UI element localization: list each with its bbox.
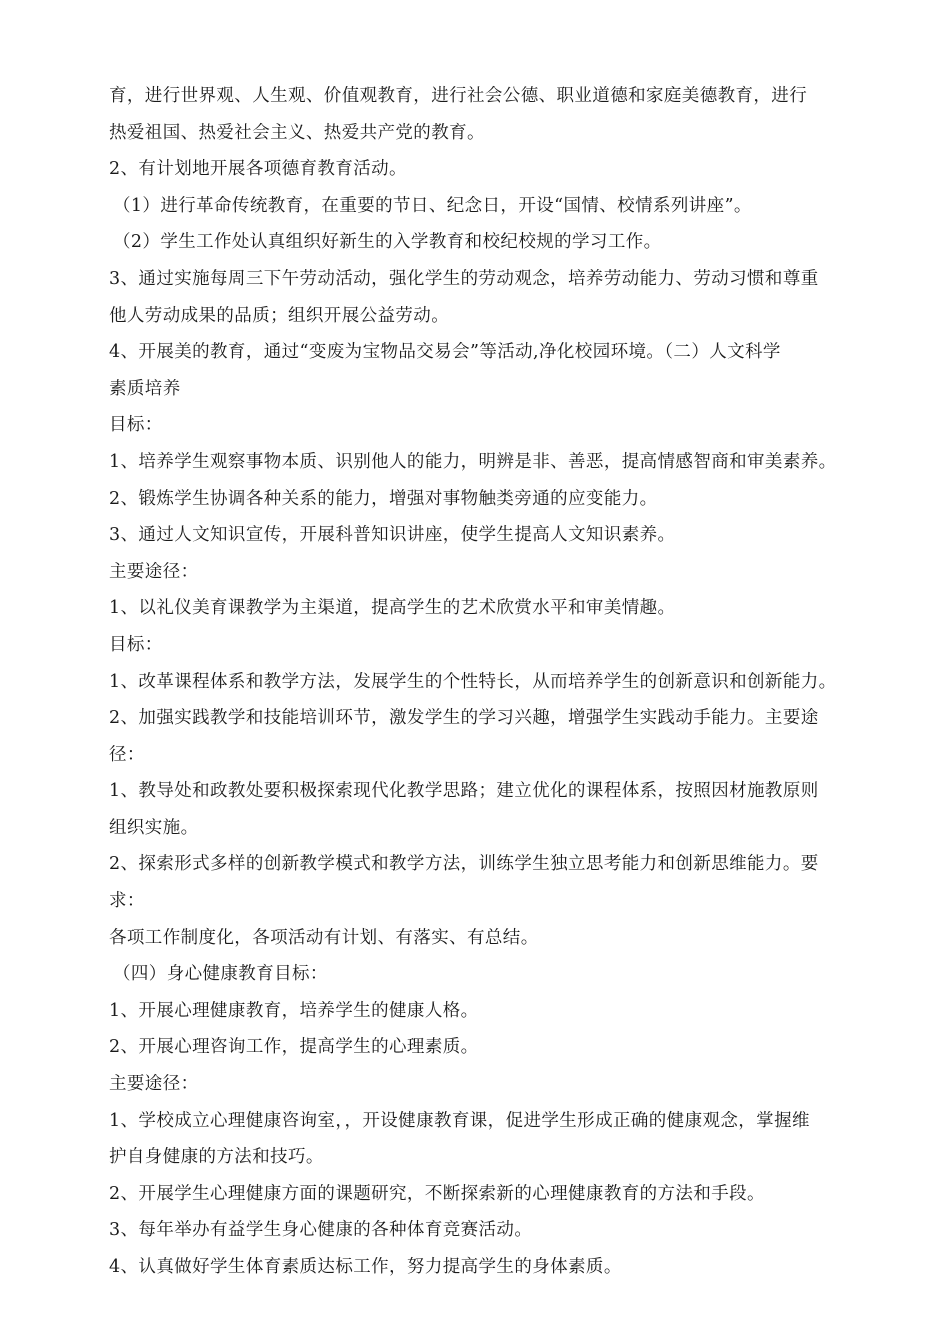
text-line: 目标： [109,415,163,436]
text-line: 主要途径： [109,561,199,582]
text-line: 1、改革课程体系和教学方法，发展学生的个性特长，从而培养学生的创新意识和创新能力。 [109,671,837,692]
text-line: 他人劳动成果的品质；组织开展公益劳动。 [109,305,450,326]
text-line: 4、开展美的教育，通过“变废为宝物品交易会”等活动,净化校园环境。（二）人文科学 [109,342,781,363]
text-line: 目标： [109,634,163,655]
text-line: 素质培养 [109,378,181,399]
text-line: 径： [109,744,145,765]
text-line: 1、开展心理健康教育，培养学生的健康人格。 [109,1000,479,1021]
text-line: 3、通过人文知识宣传，开展科普知识讲座，使学生提高人文知识素养。 [109,525,676,546]
text-line: 2、有计划地开展各项德育教育活动。 [109,159,407,180]
text-line: 3、每年举办有益学生身心健康的各种体育竞赛活动。 [109,1220,533,1241]
text-line: 4、认真做好学生体育素质达标工作，努力提高学生的身体素质。 [109,1257,622,1277]
text-line: 1、教导处和政教处要积极探索现代化教学思路；建立优化的课程体系，按照因材施教原则 [109,781,819,802]
text-line: 2、加强实践教学和技能培训环节，激发学生的学习兴趣，增强学生实践动手能力。主要途 [109,708,819,729]
text-line: 2、开展学生心理健康方面的课题研究，不断探索新的心理健康教育的方法和手段。 [109,1183,765,1204]
text-line: 育，进行世界观、人生观、价值观教育，进行社会公德、职业道德和家庭美德教育，进行 [109,86,808,106]
text-line: 组织实施。 [109,817,199,838]
text-line: （1）进行革命传统教育，在重要的节日、纪念日，开设“国情、校情系列讲座”。 [113,195,752,216]
text-line: 2、开展心理咨询工作，提高学生的心理素质。 [109,1037,479,1058]
text-line: 2、锻炼学生协调各种关系的能力，增强对事物触类旁通的应变能力。 [109,488,658,509]
text-line: 2、探索形式多样的创新教学模式和教学方法，训练学生独立思考能力和创新思维能力。要 [109,854,819,875]
text-line: 1、以礼仪美育课教学为主渠道，提高学生的艺术欣赏水平和审美情趣。 [109,598,676,619]
text-line: 1、学校成立心理健康咨询室，，开设健康教育课，促进学生形成正确的健康观念，掌握维 [109,1110,810,1131]
text-line: 各项工作制度化，各项活动有计划、有落实、有总结。 [109,927,539,948]
text-line: （四）身心健康教育目标： [113,964,328,985]
text-line: 热爱祖国、热爱社会主义、热爱共产党的教育。 [109,122,485,143]
text-line: 护自身健康的方法和技巧。 [109,1147,324,1168]
text-line: （2）学生工作处认真组织好新生的入学教育和校纪校规的学习工作。 [113,232,662,253]
text-line: 3、通过实施每周三下午劳动活动，强化学生的劳动观念，培养劳动能力、劳动习惯和尊重 [109,268,819,289]
text-line: 主要途径： [109,1074,199,1095]
text-line: 求： [109,891,145,912]
text-line: 1、培养学生观察事物本质、识别他人的能力，明辨是非、善恶，提高情感智商和审美素养。 [109,451,837,472]
document-body [109,78,889,1286]
